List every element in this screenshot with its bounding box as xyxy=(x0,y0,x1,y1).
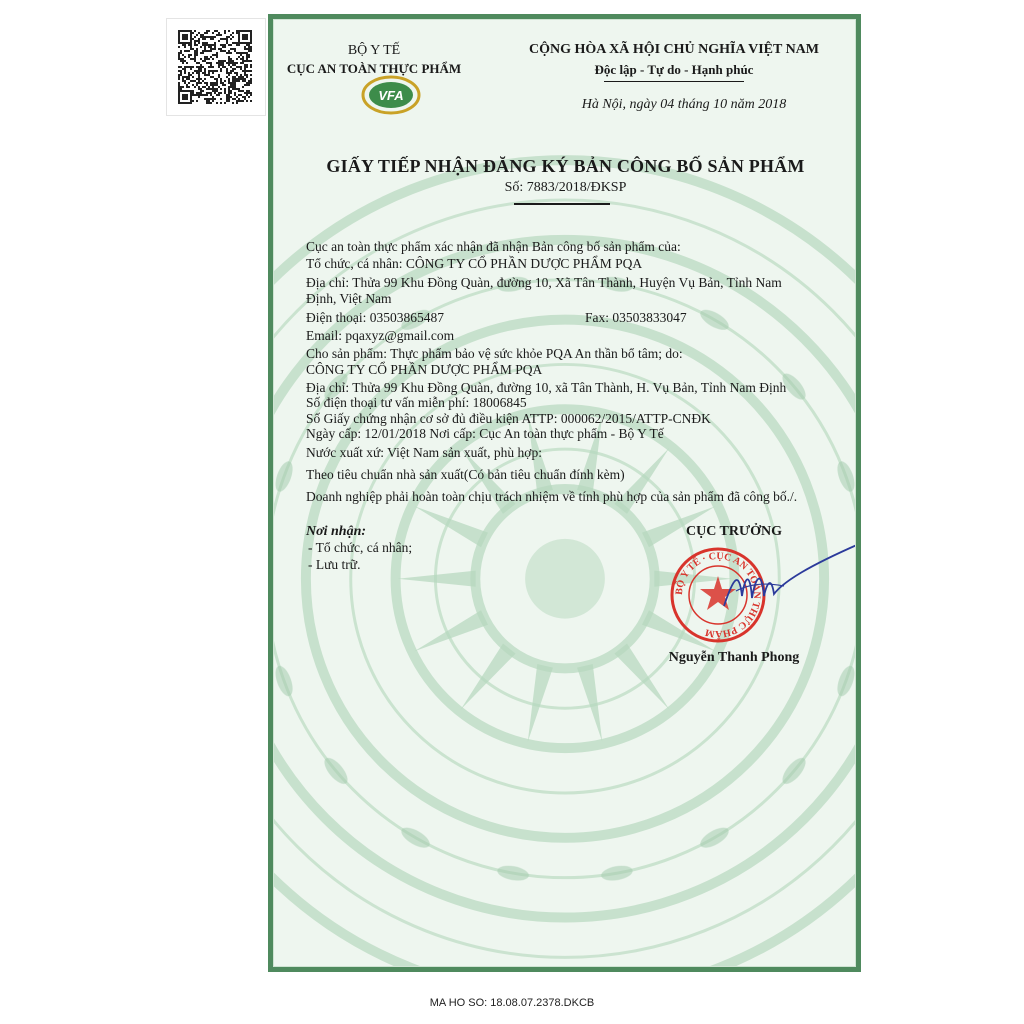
recipient-item: - Tổ chức, cá nhân; xyxy=(308,540,413,555)
qr-code xyxy=(166,18,266,116)
body-intro: Cục an toàn thực phẩm xác nhận đã nhận Bản công bố sản phẩm của: xyxy=(306,239,681,254)
recipient-item: - Lưu trữ. xyxy=(308,557,361,572)
stamp-text: BỘ Y TẾ · CỤC AN TOÀN THỰC PHẨM xyxy=(673,550,763,640)
country-name: CỘNG HÒA XÃ HỘI CHỦ NGHĨA VIỆT NAM xyxy=(528,42,819,57)
body-address-line-1: Địa chỉ: Thửa 99 Khu Đồng Quàn, đường 10, Xã Tân Thành, Huyện Vụ Bản, Tỉnh Nam xyxy=(306,275,782,290)
handwritten-signature-icon xyxy=(714,536,856,626)
logo-text: VFA xyxy=(378,88,404,103)
body-standard: Theo tiêu chuẩn nhà sản xuất(Có bản tiêu chuẩn đính kèm) xyxy=(306,467,625,482)
body-fax: Fax: 03503833047 xyxy=(585,310,687,325)
body-product: Cho sản phẩm: Thực phẩm bảo vệ sức khỏe PQA An thần bổ tâm; do: xyxy=(306,346,683,361)
body-hotline: Số điện thoại tư vấn miễn phí: 18006845 xyxy=(306,395,527,410)
record-code: MA HO SO: 18.08.07.2378.DKCB xyxy=(429,997,595,1009)
recipients-title: Nơi nhận: xyxy=(306,524,367,539)
qr-code-icon xyxy=(178,30,254,104)
body-issued: Ngày cấp: 12/01/2018 Nơi cấp: Cục An toàn thực phẩm - Bộ Y Tế xyxy=(306,426,664,441)
body-origin: Nước xuất xứ: Việt Nam sản xuất, phù hợp: xyxy=(306,445,542,460)
issue-date: Hà Nội, ngày 04 tháng 10 năm 2018 xyxy=(581,97,787,112)
certificate-sheet xyxy=(273,19,856,967)
body-responsibility: Doanh nghiệp phải hoàn toàn chịu trách nhiệm về tính phù hợp của sản phẩm đã công bố./. xyxy=(306,489,798,504)
agency-name: CỤC AN TOÀN THỰC PHẨM xyxy=(286,61,462,76)
body-email: Email: pqaxyz@gmail.com xyxy=(306,328,455,343)
motto-underline xyxy=(604,81,744,82)
body-certificate: Số Giấy chứng nhận cơ sở đủ điều kiện ATTP: 000062/2015/ATTP-CNĐK xyxy=(306,411,711,426)
national-motto: Độc lập - Tự do - Hạnh phúc xyxy=(594,62,754,77)
body-phone: Điện thoại: 03503865487 xyxy=(306,310,444,325)
document-number: Số: 7883/2018/ĐKSP xyxy=(504,180,627,195)
signer-role: CỤC TRƯỞNG xyxy=(685,524,783,539)
body-producer-address: Địa chỉ: Thửa 99 Khu Đồng Quàn, đường 10, xã Tân Thành, H. Vụ Bản, Tỉnh Nam Định xyxy=(306,380,787,395)
number-underline xyxy=(514,203,610,205)
body-producer: CÔNG TY CỔ PHẦN DƯỢC PHẨM PQA xyxy=(306,362,543,377)
document-title: GIẤY TIẾP NHẬN ĐĂNG KÝ BẢN CÔNG BỐ SẢN PHẨM xyxy=(326,156,805,176)
signer-name: Nguyễn Thanh Phong xyxy=(668,650,800,665)
ministry-name: BỘ Y TẾ xyxy=(347,43,401,58)
body-organization: Tổ chức, cá nhân: CÔNG TY CỔ PHẦN DƯỢC PHẨM PQA xyxy=(306,256,643,271)
vfa-logo-icon xyxy=(360,74,422,116)
body-address-line-2: Định, Việt Nam xyxy=(306,291,392,306)
certificate-frame xyxy=(268,14,861,972)
